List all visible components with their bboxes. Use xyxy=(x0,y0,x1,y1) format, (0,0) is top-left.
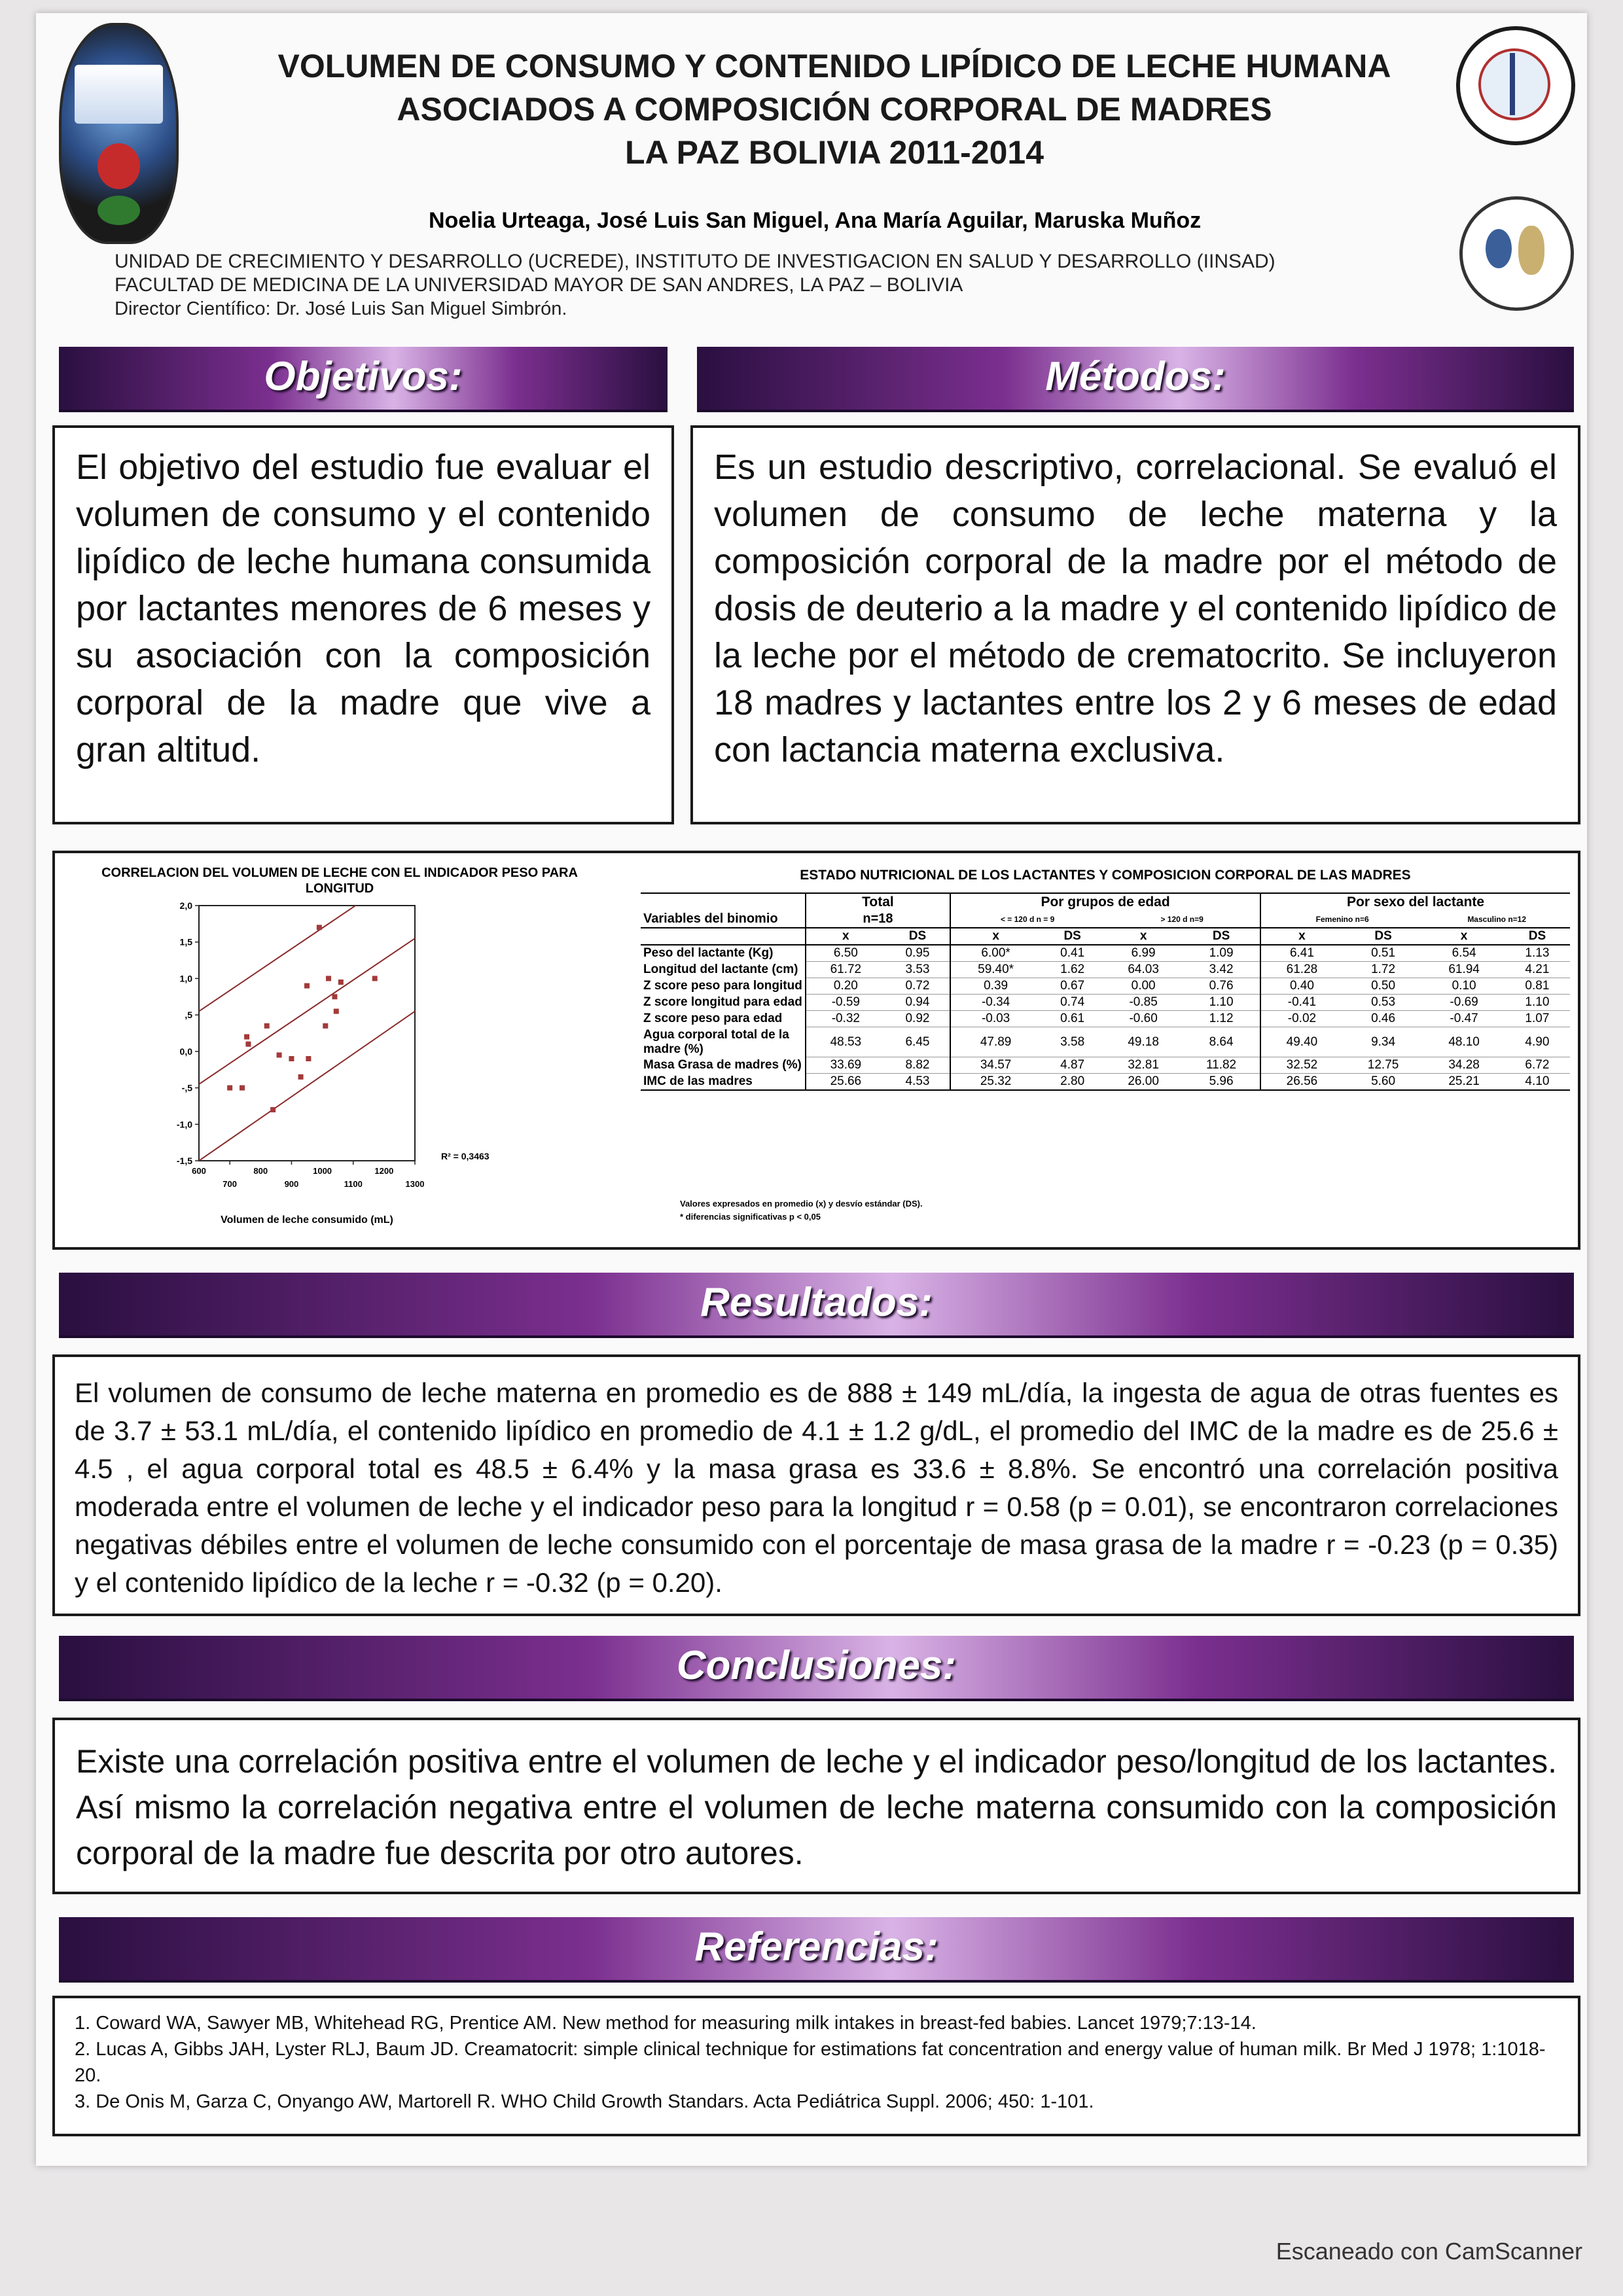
x-tick-label: 800 xyxy=(253,1166,268,1176)
col-head-x: x xyxy=(1460,929,1468,943)
resultados-banner xyxy=(59,1273,1574,1338)
resultados-box xyxy=(52,1354,1580,1616)
data-point xyxy=(334,1009,339,1014)
data-point xyxy=(338,980,344,985)
table-cell: 0.53 xyxy=(1343,995,1424,1011)
table-cell: 6.72 xyxy=(1505,1057,1570,1074)
table-cell: 8.82 xyxy=(885,1057,950,1074)
data-point xyxy=(332,994,337,999)
y-tick-label: -,5 xyxy=(181,1082,192,1093)
institute-logo xyxy=(1459,196,1574,311)
metodos-box xyxy=(690,425,1580,824)
table-cell: 6.41 xyxy=(1260,945,1343,962)
table-cell: 12.75 xyxy=(1343,1057,1424,1074)
table-cell: 34.28 xyxy=(1423,1057,1505,1074)
resultados-heading: Resultados: xyxy=(700,1280,933,1325)
group-sex: Por sexo del lactante xyxy=(1260,893,1570,911)
table-cell: -0.41 xyxy=(1260,995,1343,1011)
table-cell: 48.10 xyxy=(1423,1027,1505,1057)
row-label: Z score peso para edad xyxy=(643,1012,783,1025)
col-head-x: x xyxy=(950,928,1041,945)
table-row xyxy=(641,995,1570,1011)
table-cell: 59.40* xyxy=(950,962,1041,978)
table-cell: 0.40 xyxy=(1260,978,1343,995)
group-sex-sub1: Femenino n=6 xyxy=(1260,911,1423,928)
y-tick-label: 2,0 xyxy=(179,900,192,911)
row-label: Agua corporal total de la madre (%) xyxy=(643,1027,789,1056)
table-cell: 0.20 xyxy=(806,978,885,995)
reference-3: 3. De Onis M, Garza C, Onyango AW, Martorell R. WHO Child Growth Standars. Acta Pediátrica Suppl. 2006; 450: 1-101. xyxy=(75,2091,1094,2112)
objetivos-text: El objetivo del estudio fue evaluar el volumen de consumo y el contenido lipídico de leche humana consumida por lactantes menores de 6 meses y su asociación con la composición corporal de la madre que vive a gran altitud. xyxy=(76,448,651,769)
table-row xyxy=(641,1011,1570,1027)
table-cell: 3.42 xyxy=(1183,962,1260,978)
group-age-sub2: > 120 d n=9 xyxy=(1160,914,1204,924)
table-cell: 26.00 xyxy=(1104,1074,1183,1091)
data-point xyxy=(240,1086,245,1091)
university-seal-logo xyxy=(59,23,179,244)
referencias-heading: Referencias: xyxy=(694,1924,938,1969)
table-cell: 0.46 xyxy=(1343,1011,1424,1027)
metodos-text: Es un estudio descriptivo, correlacional. Se evaluó el volumen de consumo de leche materna y la composición corporal de la madre por el método de dosis de deuterio a la madre y el contenido lipídico de la leche por el método de crematocrito. Se incluyeron 18 madres y lactantes entre los 2 y 6 meses de edad con lactancia materna exclusiva. xyxy=(714,448,1557,769)
table-cell: 1.09 xyxy=(1183,945,1260,962)
table-cell: -0.02 xyxy=(1260,1011,1343,1027)
table-cell: 4.53 xyxy=(885,1074,950,1091)
table-cell: 25.66 xyxy=(806,1074,885,1091)
data-point xyxy=(245,1042,251,1047)
table-cell: 4.21 xyxy=(1505,962,1570,978)
x-tick-label: 1000 xyxy=(313,1166,332,1176)
table-cell: 0.67 xyxy=(1041,978,1104,995)
table-cell: 1.62 xyxy=(1041,962,1104,978)
conclusiones-heading: Conclusiones: xyxy=(676,1643,957,1688)
table-cell: 6.54 xyxy=(1423,945,1505,962)
table-cell: 32.81 xyxy=(1104,1057,1183,1074)
col-head-x: x xyxy=(1260,928,1343,945)
objetivos-banner xyxy=(59,347,668,412)
row-label: Z score longitud para edad xyxy=(643,995,802,1009)
data-point xyxy=(270,1107,276,1112)
poster-sheet xyxy=(36,13,1587,2166)
title-line-1: VOLUMEN DE CONSUMO Y CONTENIDO LIPÍDICO DE LECHE HUMANA xyxy=(277,48,1391,84)
data-point xyxy=(298,1074,304,1080)
table-cell: 9.34 xyxy=(1343,1027,1424,1057)
nutrition-table xyxy=(641,892,1570,1091)
table-footnote-1: Valores expresados en promedio (x) y desvío estándar (DS). xyxy=(680,1199,923,1209)
data-point xyxy=(306,1056,311,1061)
table-cell: 0.39 xyxy=(950,978,1041,995)
data-point xyxy=(323,1023,328,1029)
group-sex-sub2: Masculino n=12 xyxy=(1467,914,1527,924)
table-cell: 64.03 xyxy=(1104,962,1183,978)
group-total: Total xyxy=(806,893,950,911)
data-point xyxy=(304,983,310,989)
table-cell: 2.80 xyxy=(1041,1074,1104,1091)
table-cell: 4.87 xyxy=(1041,1057,1104,1074)
table-cell: -0.69 xyxy=(1423,995,1505,1011)
metodos-banner xyxy=(697,347,1574,412)
x-tick-label: 900 xyxy=(284,1179,299,1189)
table-cell: 0.61 xyxy=(1041,1011,1104,1027)
conclusiones-box xyxy=(52,1718,1580,1894)
table-cell: 1.10 xyxy=(1505,995,1570,1011)
data-point xyxy=(289,1056,294,1061)
table-cell: 3.58 xyxy=(1041,1027,1104,1057)
referencias-banner xyxy=(59,1917,1574,1983)
table-cell: -0.47 xyxy=(1423,1011,1505,1027)
col-head-ds: DS xyxy=(1374,929,1392,943)
table-cell: 34.57 xyxy=(950,1057,1041,1074)
table-cell: 6.45 xyxy=(885,1027,950,1057)
table-cell: -0.59 xyxy=(806,995,885,1011)
data-point xyxy=(227,1086,232,1091)
chart-title: CORRELACION DEL VOLUMEN DE LECHE CON EL INDICADOR PESO PARA LONGITUD xyxy=(101,866,578,896)
col-head-ds: DS xyxy=(1528,929,1546,943)
title-line-3: LA PAZ BOLIVIA 2011-2014 xyxy=(624,134,1044,171)
conclusiones-banner xyxy=(59,1636,1574,1701)
table-cell: 1.12 xyxy=(1183,1011,1260,1027)
figure-table-box xyxy=(52,851,1580,1250)
table-cell: 4.10 xyxy=(1505,1074,1570,1091)
group-age: Por grupos de edad xyxy=(950,893,1260,911)
scanner-watermark: Escaneado con CamScanner xyxy=(1275,2238,1582,2265)
x-tick-label: 600 xyxy=(192,1166,206,1176)
table-cell: 8.64 xyxy=(1183,1027,1260,1057)
conclusiones-text: Existe una correlación positiva entre el volumen de leche y el indicador peso/longitud de los lactantes. Así mismo la correlación negativa entre el volumen de leche materna consumido con la composición corporal de la madre fue descrita por otro autores. xyxy=(76,1743,1557,1871)
x-tick-label: 1100 xyxy=(344,1179,363,1189)
table-cell: 61.94 xyxy=(1423,962,1505,978)
col-head-x: x xyxy=(1139,929,1147,943)
referencias-box xyxy=(52,1996,1580,2136)
table-cell: 5.60 xyxy=(1343,1074,1424,1091)
col-head-blank xyxy=(641,928,806,945)
director-line: Director Científico: Dr. José Luis San Miguel Simbrón. xyxy=(115,298,567,319)
table-cell: 0.51 xyxy=(1343,945,1424,962)
table-cell: 49.40 xyxy=(1260,1027,1343,1057)
x-tick-label: 1200 xyxy=(374,1166,394,1176)
table-cell: 0.10 xyxy=(1423,978,1505,995)
table-cell: 26.56 xyxy=(1260,1074,1343,1091)
col-head-x: x xyxy=(806,928,885,945)
x-tick-label: 1300 xyxy=(405,1179,425,1189)
data-point xyxy=(372,976,378,981)
table-cell: 0.00 xyxy=(1104,978,1183,995)
table-cell: 25.32 xyxy=(950,1074,1041,1091)
institution-line-2: FACULTAD DE MEDICINA DE LA UNIVERSIDAD MAYOR DE SAN ANDRES, LA PAZ – BOLIVIA xyxy=(115,274,963,296)
objetivos-box xyxy=(52,425,674,824)
row-label: Z score peso para longitud xyxy=(643,979,802,993)
table-cell: -0.85 xyxy=(1104,995,1183,1011)
table-cell: 1.07 xyxy=(1505,1011,1570,1027)
table-cell: 5.96 xyxy=(1183,1074,1260,1091)
table-title: ESTADO NUTRICIONAL DE LOS LACTANTES Y COMPOSICION CORPORAL DE LAS MADRES xyxy=(800,868,1411,883)
data-point xyxy=(326,976,331,981)
y-tick-label: ,5 xyxy=(185,1010,192,1021)
objetivos-heading: Objetivos: xyxy=(264,354,463,399)
table-cell: 25.21 xyxy=(1423,1074,1505,1091)
table-cell: 1.10 xyxy=(1183,995,1260,1011)
table-row xyxy=(641,1074,1570,1091)
y-tick-label: -1,0 xyxy=(176,1119,192,1130)
table-cell: 0.50 xyxy=(1343,978,1424,995)
col-head-ds: DS xyxy=(1063,929,1081,943)
table-row xyxy=(641,945,1570,962)
table-cell: 3.53 xyxy=(885,962,950,978)
table-cell: 6.50 xyxy=(806,945,885,962)
x-axis-label: Volumen de leche consumido (mL) xyxy=(221,1214,393,1226)
table-cell: 4.90 xyxy=(1505,1027,1570,1057)
y-tick-label: -1,5 xyxy=(176,1156,192,1166)
table-cell: 61.72 xyxy=(806,962,885,978)
group-total-sub: n=18 xyxy=(806,911,950,928)
table-cell: -0.34 xyxy=(950,995,1041,1011)
table-cell: 6.00* xyxy=(950,945,1041,962)
table-row xyxy=(641,1027,1570,1057)
r-squared-label: R² = 0,3463 xyxy=(441,1151,490,1161)
table-cell: 49.18 xyxy=(1104,1027,1183,1057)
table-cell: -0.60 xyxy=(1104,1011,1183,1027)
table-row xyxy=(641,978,1570,995)
row-label: Peso del lactante (Kg) xyxy=(643,946,774,961)
row-label: Masa Grasa de madres (%) xyxy=(643,1058,802,1072)
title-line-2: ASOCIADOS A COMPOSICIÓN CORPORAL DE MADRES xyxy=(397,91,1272,128)
table-cell: 0.95 xyxy=(885,945,950,962)
metodos-heading: Métodos: xyxy=(1045,354,1226,399)
table-cell: 6.99 xyxy=(1104,945,1183,962)
x-tick-label: 700 xyxy=(223,1179,237,1189)
group-age-sub1: < = 120 d n = 9 xyxy=(950,911,1104,928)
data-point xyxy=(317,925,322,930)
table-cell: 47.89 xyxy=(950,1027,1041,1057)
table-cell: 0.92 xyxy=(885,1011,950,1027)
table-cell: 1.13 xyxy=(1505,945,1570,962)
row-label: IMC de las madres xyxy=(643,1074,753,1088)
table-cell: 0.76 xyxy=(1183,978,1260,995)
institution-line-1: UNIDAD DE CRECIMIENTO Y DESARROLLO (UCREDE), INSTITUTO DE INVESTIGACION EN SALUD Y DESARROLLO (IINSAD) xyxy=(115,251,1275,272)
data-point xyxy=(277,1052,282,1057)
table-cell: 0.72 xyxy=(885,978,950,995)
table-cell: 0.41 xyxy=(1041,945,1104,962)
table-cell: -0.03 xyxy=(950,1011,1041,1027)
table-row xyxy=(641,962,1570,978)
table-cell: 0.81 xyxy=(1505,978,1570,995)
table-cell: 11.82 xyxy=(1183,1057,1260,1074)
reference-2: 2. Lucas A, Gibbs JAH, Lyster RLJ, Baum JD. Creamatocrit: simple clinical technique for estimations fat concentration and energy value of human milk. Br Med J 1978; 1:1018-20. xyxy=(75,2039,1546,2086)
reference-1: 1. Coward WA, Sawyer MB, Whitehead RG, Prentice AM. New method for measuring milk intakes in breast-fed babies. Lancet 1979;7:13-14. xyxy=(75,2013,1257,2034)
scatter-chart xyxy=(68,899,611,1239)
table-cell: 0.94 xyxy=(885,995,950,1011)
authors: Noelia Urteaga, José Luis San Miguel, Ana María Aguilar, Maruska Muñoz xyxy=(429,208,1202,233)
table-cell: 32.52 xyxy=(1260,1057,1343,1074)
y-tick-label: 1,0 xyxy=(179,973,192,984)
table-cell: 48.53 xyxy=(806,1027,885,1057)
col-head-ds: DS xyxy=(908,929,927,943)
var-header: Variables del binomio xyxy=(643,911,778,926)
table-row xyxy=(641,1057,1570,1074)
table-cell: 0.74 xyxy=(1041,995,1104,1011)
data-point xyxy=(244,1034,249,1040)
table-cell: 1.72 xyxy=(1343,962,1424,978)
row-label: Longitud del lactante (cm) xyxy=(643,963,798,976)
table-cell: -0.32 xyxy=(806,1011,885,1027)
table-footnote-2: * diferencias significativas p < 0,05 xyxy=(680,1212,821,1222)
y-tick-label: 0,0 xyxy=(179,1046,192,1057)
y-tick-label: 1,5 xyxy=(179,936,192,947)
col-head-ds: DS xyxy=(1212,929,1230,943)
resultados-text: El volumen de consumo de leche materna en promedio es de 888 ± 149 mL/día, la ingesta de agua de otras fuentes es de 3.7 ± 53.1 mL/día, el contenido lipídico en promedio de 4.1 ± 1.2 g/dL, el promedio del IMC de la madre es de 25.6 ± 4.5 , el agua corporal total es 48.5 ± 6.4% y la masa grasa es 33.6 ± 8.8%. Se encontró una correlación positiva moderada entre el volumen de leche y el indicador peso para la longitud r = 0.58 (p = 0.01), se encontraron correlaciones negativas débiles entre el volumen de leche consumido con el porcentaje de masa grasa de la madre r = -0.23 (p = 0.35) y el contenido lipídico de la leche r = -0.32 (p = 0.20). xyxy=(75,1377,1558,1598)
table-cell: 33.69 xyxy=(806,1057,885,1074)
data-point xyxy=(264,1023,270,1029)
table-cell: 61.28 xyxy=(1260,962,1343,978)
